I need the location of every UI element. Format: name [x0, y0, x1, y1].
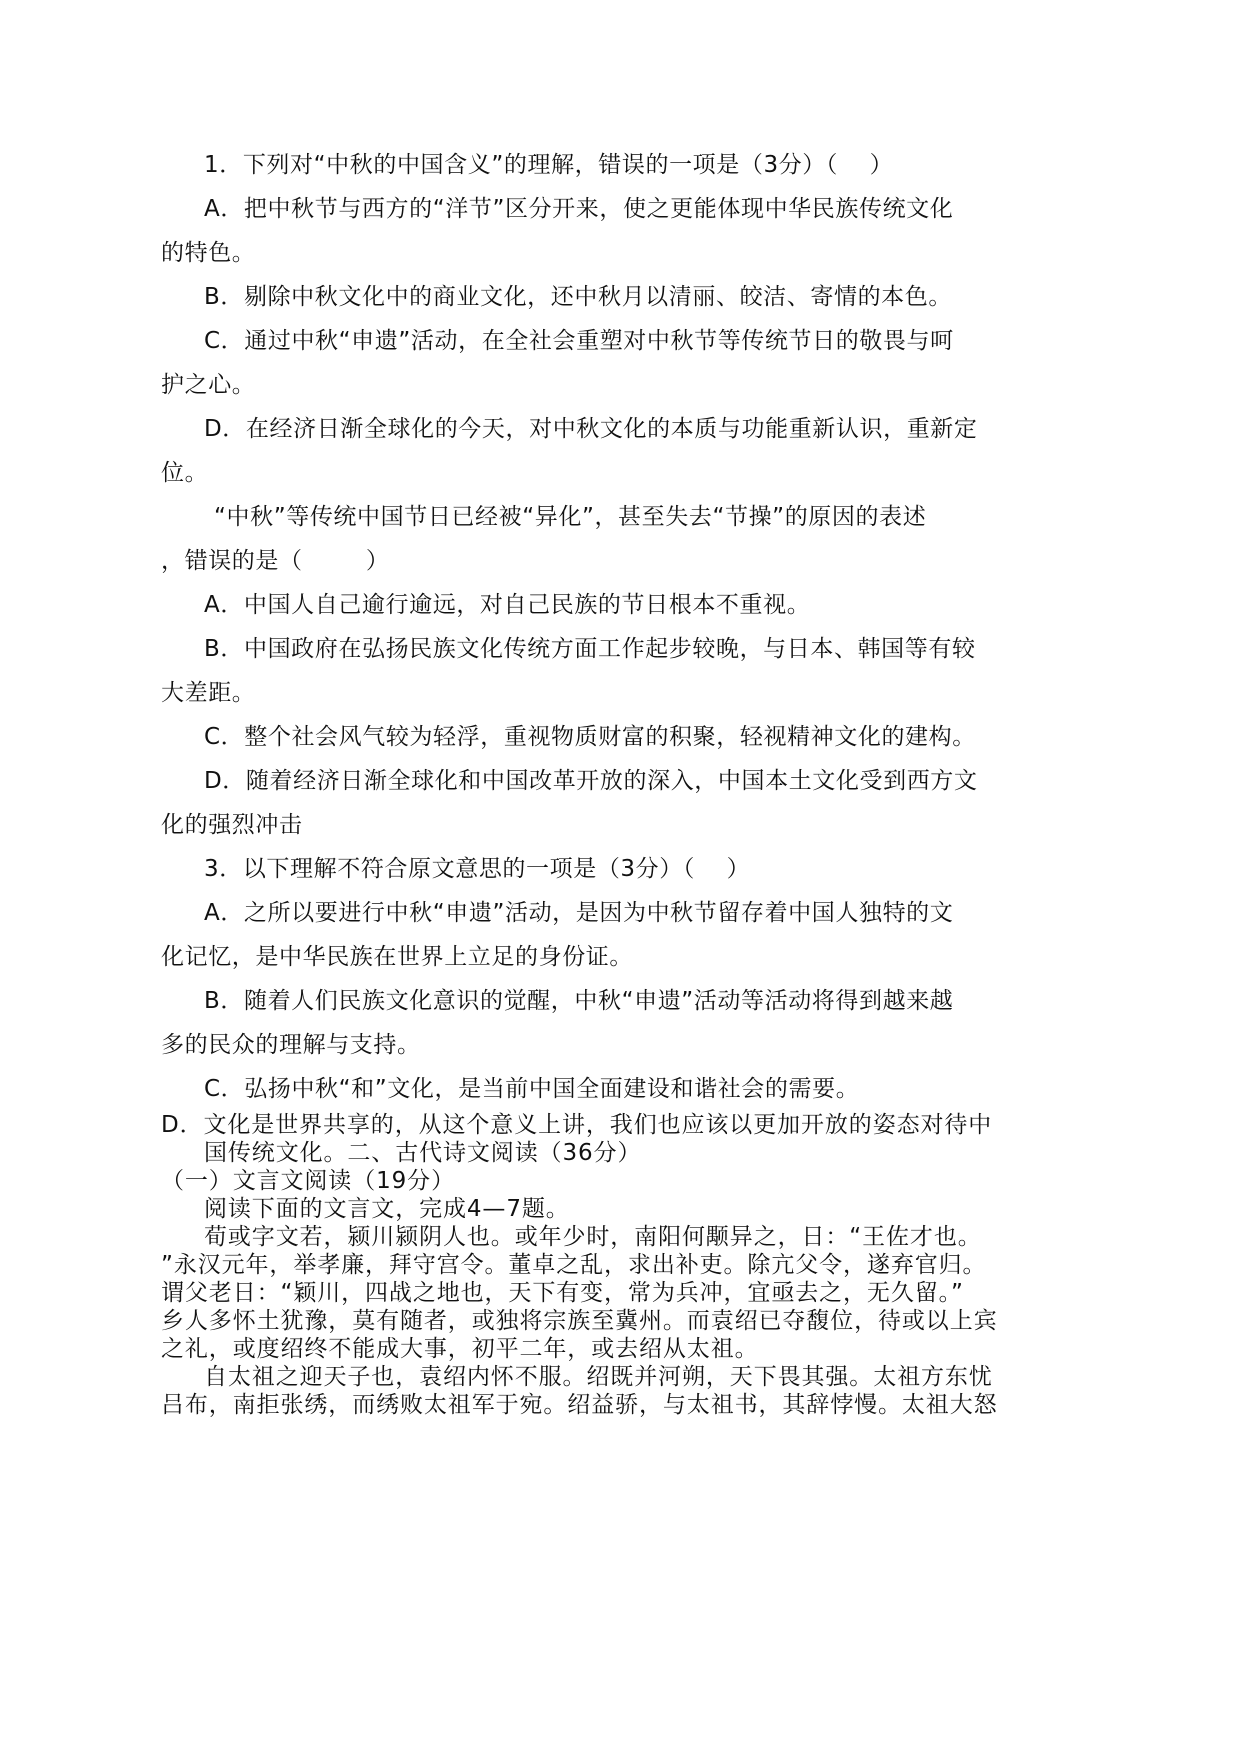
- question-1-option-c-line2: 护之心。: [161, 372, 256, 398]
- question-1-option-c-line1: C．通过中秋“申遗”活动，在全社会重塑对中秋节等传统节日的敬畏与呵: [204, 328, 954, 354]
- question-3-stem: 3．以下理解不符合原文意思的一项是（3分）（ ）: [204, 856, 751, 882]
- question-3-option-c: C．弘扬中秋“和”文化，是当前中国全面建设和谐社会的需要。: [204, 1076, 860, 1102]
- section-instruction: 阅读下面的文言文，完成4—7题。: [204, 1196, 570, 1222]
- question-2-option-a: A．中国人自己逾行逾远，对自己民族的节日根本不重视。: [204, 592, 811, 618]
- passage-para2-line: 自太祖之迎天子也，袁绍内怀不服。绍既并河朔，天下畏其强。太祖方东忧: [204, 1364, 993, 1390]
- passage-para1-line: 之礼，或度绍终不能成大事，初平二年，或去绍从太祖。: [161, 1336, 759, 1362]
- passage-para1-line: ”永汉元年，举孝廉，拜守宫令。董卓之乱，求出补吏。除亢父令，遂弃官归。: [161, 1252, 987, 1278]
- question-2-stem-line2: ，错误的是（ ）: [161, 548, 390, 574]
- question-1-option-d-line1: D．在经济日渐全球化的今天，对中秋文化的本质与功能重新认识，重新定: [204, 416, 978, 442]
- question-1-option-a-line1: A．把中秋节与西方的“洋节”区分开来，使之更能体现中华民族传统文化: [204, 196, 954, 222]
- passage-para1-line: 荀或字文若，颍川颍阴人也。或年少时，南阳何颙异之，日：“王佐才也。: [204, 1224, 982, 1250]
- passage-para2-line: 吕布，南拒张绣，而绣败太祖军于宛。绍益骄，与太祖书，其辞悖慢。太祖大怒: [161, 1392, 998, 1418]
- question-1-option-a-line2: 的特色。: [161, 240, 256, 266]
- question-3-option-b-line2: 多的民众的理解与支持。: [161, 1032, 421, 1058]
- question-2-option-d-line1: D．随着经济日渐全球化和中国改革开放的深入，中国本土文化受到西方文: [204, 768, 978, 794]
- question-2-option-d-line2: 化的强烈冲击: [161, 812, 303, 838]
- passage-para1-line: 乡人多怀土犹豫，莫有随者，或独将宗族至冀州。而袁绍已夺馥位，待或以上宾: [161, 1308, 998, 1334]
- question-3-option-a-line1: A．之所以要进行中秋“申遗”活动，是因为中秋节留存着中国人独特的文: [204, 900, 954, 926]
- question-2-option-c: C．整个社会风气较为轻浮，重视物质财富的积聚，轻视精神文化的建构。: [204, 724, 976, 750]
- question-1-option-b: B．剔除中秋文化中的商业文化，还中秋月以清丽、皎洁、寄情的本色。: [204, 284, 952, 310]
- section-heading: （一）文言文阅读（19分）: [161, 1168, 455, 1194]
- question-2-option-b-line1: B．中国政府在弘扬民族文化传统方面工作起步较晚，与日本、韩国等有较: [204, 636, 976, 662]
- question-2-stem-line1: “中秋”等传统中国节日已经被“异化”，甚至失去“节操”的原因的表述: [214, 504, 927, 530]
- question-3-option-d-line2: 国传统文化。二、古代诗文阅读（36分）: [204, 1140, 642, 1166]
- passage-para1-line: 谓父老日：“颖川，四战之地也，天下有变，常为兵冲，宜亟去之，无久留。”: [161, 1280, 964, 1306]
- question-3-option-d-line1: D．文化是世界共享的，从这个意义上讲，我们也应该以更加开放的姿态对待中: [161, 1112, 993, 1138]
- question-2-option-b-line2: 大差距。: [161, 680, 256, 706]
- question-3-option-a-line2: 化记忆，是中华民族在世界上立足的身份证。: [161, 944, 633, 970]
- question-1-stem: 1．下列对“中秋的中国含义”的理解，错误的一项是（3分）（ ）: [204, 152, 894, 178]
- question-3-option-b-line1: B．随着人们民族文化意识的觉醒，中秋“申遗”活动等活动将得到越来越: [204, 988, 954, 1014]
- question-1-option-d-line2: 位。: [161, 460, 209, 486]
